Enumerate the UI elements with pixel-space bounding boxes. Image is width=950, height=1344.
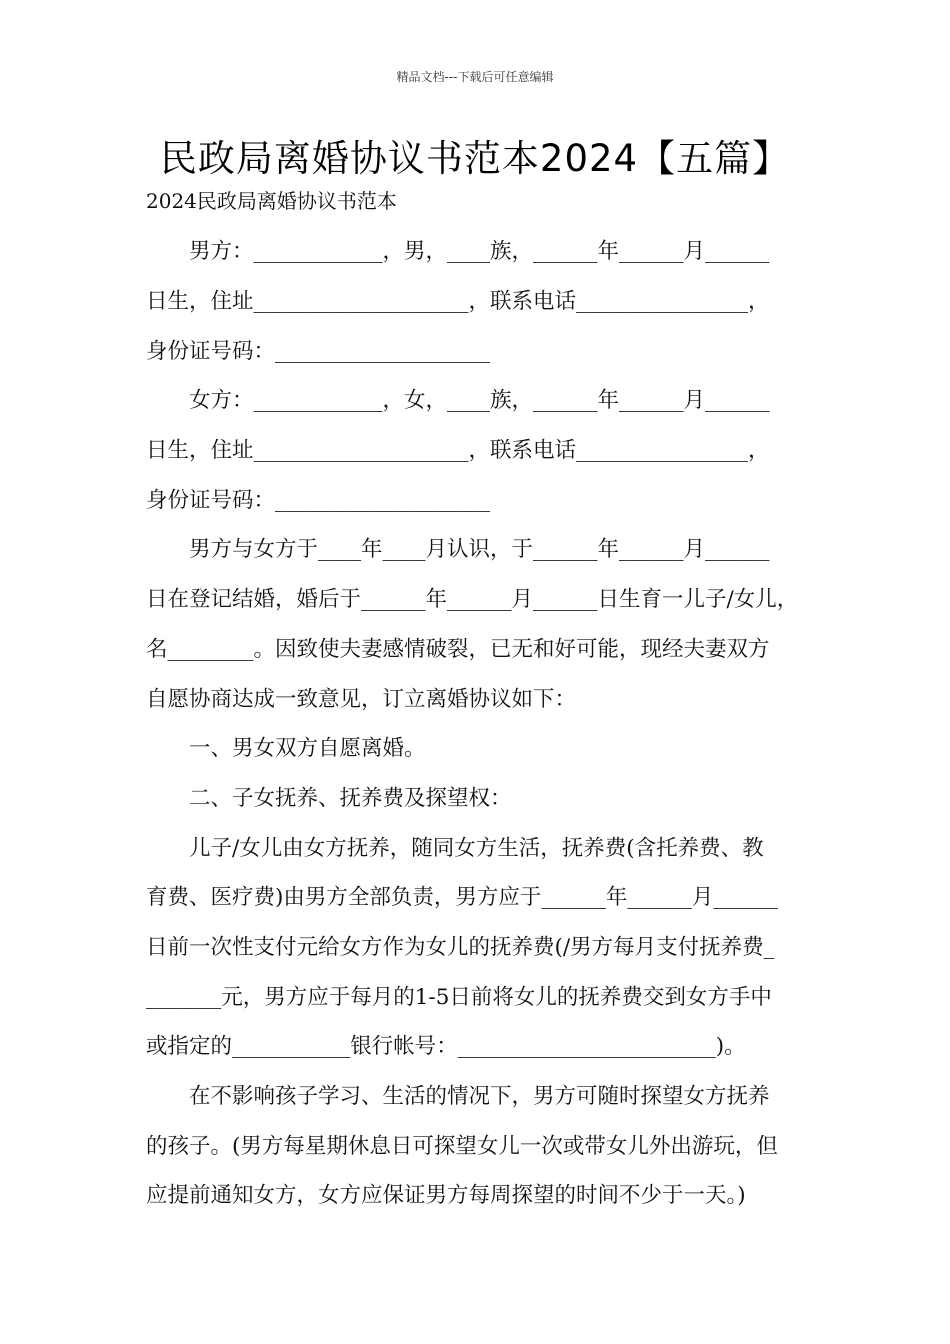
body-line-visitation-3: 应提前通知女方，女方应保证男方每周探望的时间不少于一天。) [146,1183,746,1208]
body-line-custody-2: 育费、医疗费)由男方全部负责，男方应于______年______月______ [146,885,778,910]
body-line-visitation-2: 的孩子。(男方每星期休息日可探望女儿一次或带女儿外出游玩，但 [146,1134,778,1159]
body-line-marriage-1: 男方与女方于____年____月认识，于______年______月______ [146,537,770,562]
document-title: 民政局离婚协议书范本2024【五篇】 [159,137,791,180]
header-note: 精品文档---下载后可任意编辑 [396,70,554,84]
body-line-marriage-3: 名________。因致使夫妻感情破裂，已无和好可能，现经夫妻双方 [146,637,770,662]
body-line-marriage-4: 自愿协商达成一致意见，订立离婚协议如下： [146,687,577,712]
body-line-custody-5: 或指定的___________银行帐号：________________________)。 [146,1034,746,1059]
body-line-male-info: 男方：____________，男，____族，______年______月______ [146,239,770,264]
clause-one-heading: 一、男女双方自愿离婚。 [146,736,426,761]
body-line-female-id: 身份证号码：____________________ [146,488,491,513]
body-line-male-id: 身份证号码：____________________ [146,339,491,364]
body-line-custody-3: 日前一次性支付元给女方作为女儿的抚养费(/男方每月支付抚养费_ [146,935,775,960]
body-line-female-address: 日生，住址____________________，联系电话________________， [146,438,770,463]
clause-two-heading: 二、子女抚养、抚养费及探望权： [146,786,512,811]
body-line-visitation-1: 在不影响孩子学习、生活的情况下，男方可随时探望女方抚养 [146,1084,770,1109]
body-line-marriage-2: 日在登记结婚，婚后于______年______月______日生育一儿子/女儿， [146,587,799,612]
body-line-custody-4: _______元，男方应于每月的1-5日前将女儿的抚养费交到女方手中 [146,985,772,1010]
body-line-male-address: 日生，住址____________________，联系电话________________， [146,289,770,314]
document-subtitle: 2024民政局离婚协议书范本 [146,189,397,213]
body-line-female-info: 女方：____________，女，____族，______年______月______ [146,388,770,413]
body-line-custody-1: 儿子/女儿由女方抚养，随同女方生活，抚养费(含托养费、教 [146,836,764,861]
